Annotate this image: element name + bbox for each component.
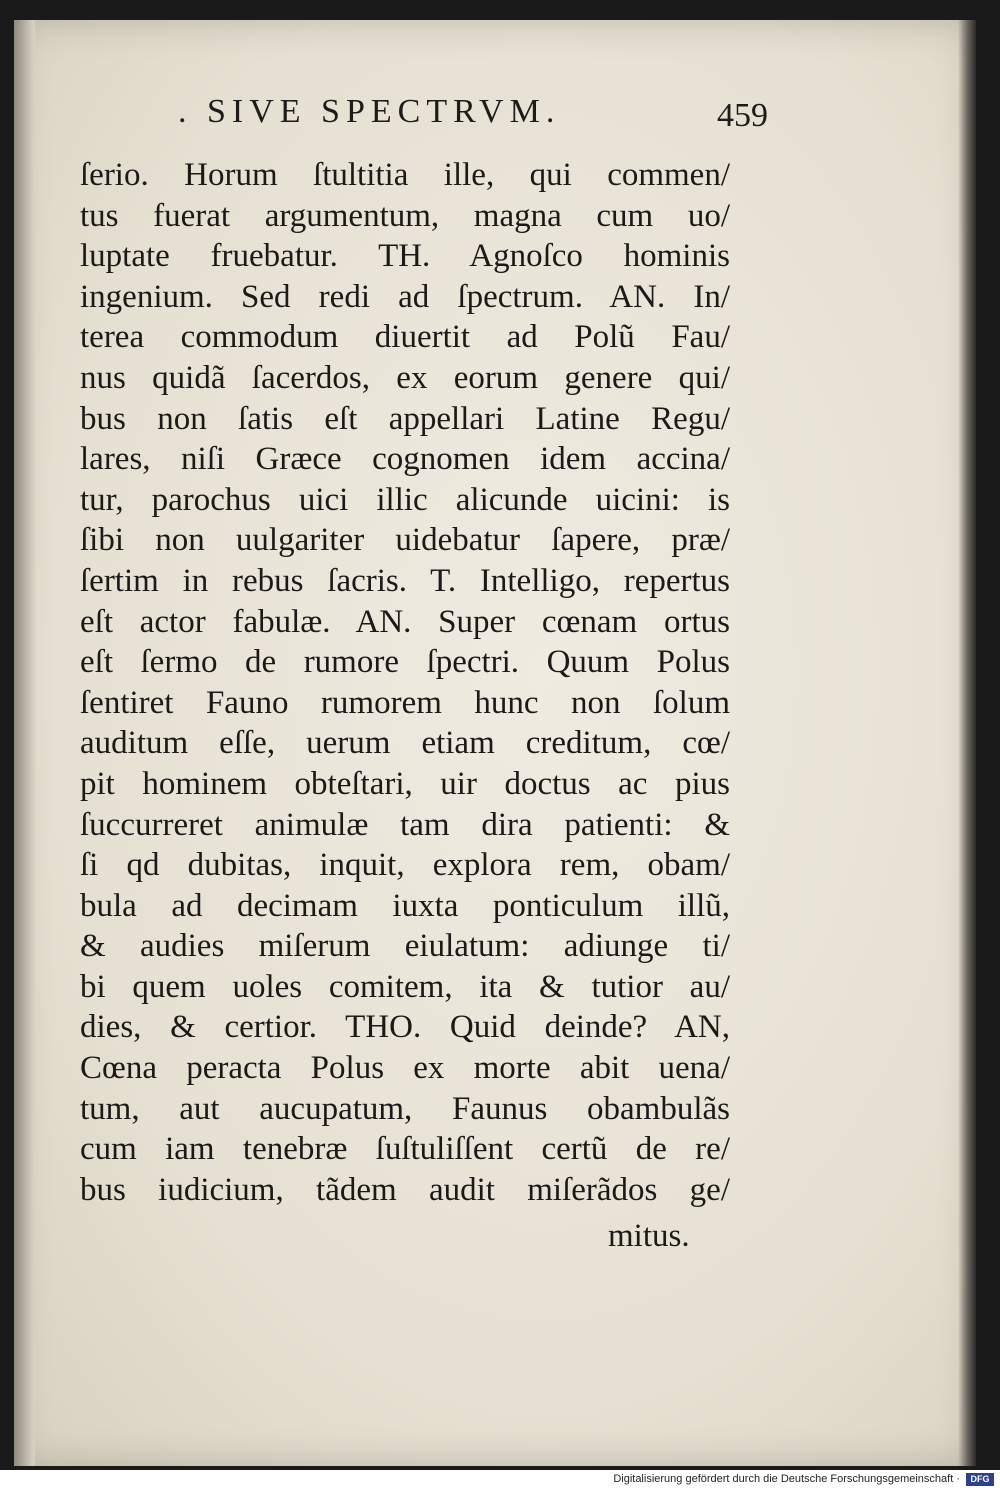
text-line: pit hominem obteſtari, uir doctus ac pius — [80, 765, 730, 802]
page-edge-shadow — [958, 20, 976, 1466]
text-line: tum, aut aucupatum, Faunus obambulãs — [80, 1090, 730, 1127]
text-line: ingenium. Sed redi ad ſpectrum. AN. In/ — [80, 278, 730, 315]
text-line: eſt ſermo de rumore ſpectri. Quum Polus — [80, 644, 730, 681]
text-line: & audies miſerum eiulatum: adiunge ti/ — [80, 928, 730, 965]
text-line: bula ad decimam iuxta ponticulum illũ, — [80, 887, 730, 924]
text-line: Cœna peracta Polus ex morte abit uena/ — [80, 1050, 730, 1087]
dfg-logo-icon: DFG — [966, 1473, 994, 1486]
page-number: 459 — [717, 97, 768, 134]
body-text — [80, 155, 730, 1210]
funding-credit: Digitalisierung gefördert durch die Deutsche Forschungsgemeinschaft · — [613, 1473, 960, 1485]
text-line: bus non ſatis eſt appellari Latine Regu/ — [80, 400, 730, 437]
text-line: luptate fruebatur. TH. Agnoſco hominis — [80, 238, 730, 275]
text-line: ſentiret Fauno rumorem hunc non ſolum — [80, 684, 730, 721]
text-line: ſi qd dubitas, inquit, explora rem, obam/ — [80, 847, 730, 884]
text-line: cum iam tenebræ ſuſtuliſſent certũ de re/ — [80, 1131, 730, 1168]
text-line: dies, & certior. THO. Quid deinde? AN, — [80, 1009, 730, 1046]
text-line: eſt actor fabulæ. AN. Super cœnam ortus — [80, 603, 730, 640]
text-line: ſertim in rebus ſacris. T. Intelligo, repertus — [80, 562, 730, 599]
text-line: lares, niſi Græce cognomen idem accina/ — [80, 441, 730, 478]
text-line: auditum eſſe, uerum etiam creditum, cœ/ — [80, 725, 730, 762]
text-line: ſerio. Horum ſtultitia ille, qui commen/ — [80, 157, 730, 193]
text-line: ſibi non uulgariter uidebatur ſapere, præ/ — [80, 522, 730, 559]
text-line: terea commodum diuertit ad Polũ Fau/ — [80, 319, 730, 356]
text-line: tur, parochus uici illic alicunde uicini: is — [80, 481, 730, 518]
text-line: nus quidã ſacerdos, ex eorum genere qui/ — [80, 359, 730, 396]
text-line: tus fuerat argumentum, magna cum uo/ — [80, 197, 730, 234]
running-title: . SIVE SPECTRVM. — [178, 93, 561, 130]
page-gutter-shadow — [14, 20, 36, 1466]
text-line: bi quem uoles comitem, ita & tutior au/ — [80, 968, 730, 1005]
text-line: ſuccurreret animulæ tam dira patienti: & — [80, 806, 730, 843]
catchword: mitus. — [608, 1218, 690, 1254]
digitization-footer — [0, 1470, 1000, 1490]
page-header — [178, 93, 768, 143]
text-line: bus iudicium, tãdem audit miſerãdos ge/ — [80, 1171, 730, 1208]
